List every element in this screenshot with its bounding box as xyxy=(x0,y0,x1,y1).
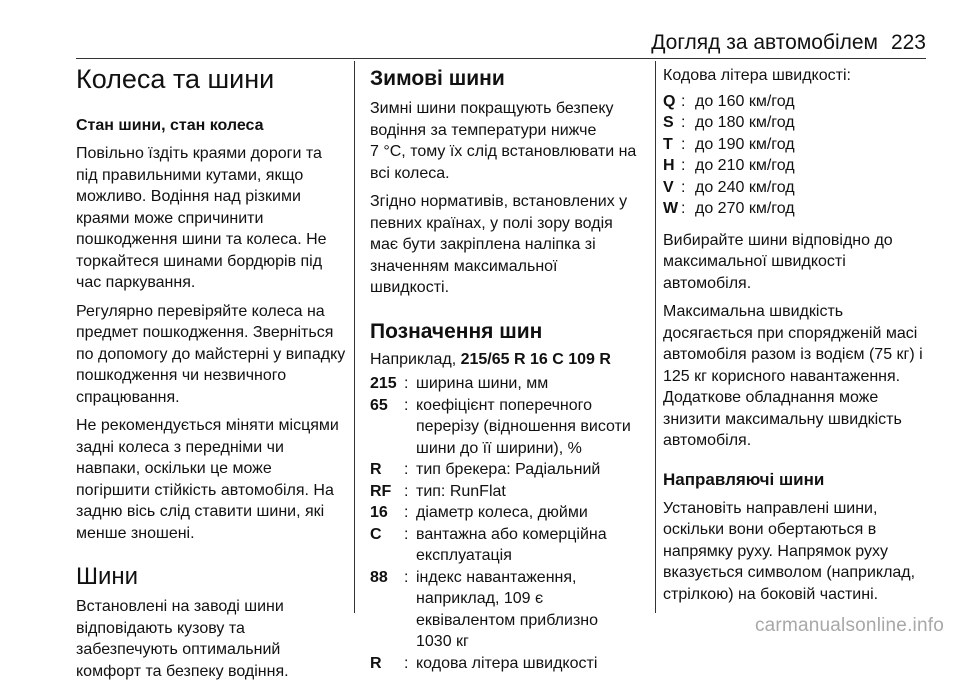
heading-winter-tires: Зимові шини xyxy=(370,67,505,90)
speed-row: W : до 270 км/год xyxy=(663,200,795,217)
column-1 xyxy=(76,62,348,682)
spec-row: 88 : індекс навантаження, наприклад, 109 є еквівалентом приблизно 1030 кг xyxy=(370,568,599,650)
spec-row: 215 : ширина шини, мм xyxy=(370,375,549,392)
column-3 xyxy=(663,62,931,605)
speed-row: S : до 180 км/год xyxy=(663,114,795,131)
paragraph-winter: Зимні шини покращують безпеку водіння за температури нижче 7 °C, тому їх слід встановлювати на всі колеса. xyxy=(370,100,637,182)
paragraph-choose-tires: Вибирайте шини відповідно до максимальної швидкості автомобіля. xyxy=(663,231,893,292)
speed-row: V : до 240 км/год xyxy=(663,178,795,196)
speed-row: Q : до 160 км/год xyxy=(663,92,795,110)
paragraph-inspect: Регулярно перевіряйте колеса на предмет пошкодження. Зверніться по допомогу до майстерні у випадку пошкодження чи незвичного спрацювання. xyxy=(76,302,346,406)
paragraph-speed-sticker: Згідно нормативів, встановлених у певних країнах, у полі зору водія має бути закріплена наліпка зі значенням максимальної швидкості. xyxy=(370,193,628,296)
watermark: carmanualsonline.info xyxy=(754,615,944,636)
spec-row: C : вантажна або комерційна експлуатація xyxy=(370,525,607,564)
heading-directional-tires: Направляючі шини xyxy=(663,469,825,489)
column-2 xyxy=(370,62,640,674)
spec-row: R : тип брекера: Радіальний xyxy=(370,461,601,478)
heading-tires: Шини xyxy=(76,563,139,590)
column-divider-2 xyxy=(655,61,656,613)
speed-row: T : до 190 км/год xyxy=(663,135,795,153)
section-title: Колеса та шини xyxy=(76,64,275,94)
paragraph-max-speed: Максимальна швидкість досягається при спорядженій масі автомобіля разом із водієм (75 кг) і 125 кг корисного навантаження. Додаткове обладнання може знизити максимальну швидкість автомобіля. xyxy=(663,303,923,449)
paragraph-factory-tires: Встановлені на заводі шини відповідають кузову та забезпечують оптимальний комфорт та безпеку водіння. xyxy=(76,598,289,680)
spec-row: R : кодова літера швидкості xyxy=(370,654,598,672)
page-number: 223 xyxy=(890,31,926,54)
paragraph-rotation: Не рекомендується міняти місцями задні колеса з передніми чи навпаки, оскільки це може погіршити стійкість автомобіля. На задню вісь слід ставити шини, які менше зношені. xyxy=(76,417,339,542)
spec-row: RF : тип: RunFlat xyxy=(370,482,506,500)
tire-spec-list xyxy=(370,373,640,674)
page-header xyxy=(0,0,960,60)
spec-row: 16 : діаметр колеса, дюйми xyxy=(370,504,588,521)
paragraph-directional: Установіть направлені шини, оскільки вони обертаються в напрямку руху. Напрямок руху вказується символом (наприклад, стрілкою) на боковій частині. xyxy=(663,499,916,603)
column-divider-1 xyxy=(354,61,355,613)
speed-code-list xyxy=(663,91,931,220)
header-rule xyxy=(76,58,926,59)
spec-row: 65 : коефіцієнт поперечного перерізу (відношення висоти шини до її ширини), % xyxy=(370,396,631,457)
example-line: Наприклад, 215/65 R 16 C 109 R xyxy=(370,350,611,368)
heading-tire-condition: Стан шини, стан колеса xyxy=(76,117,264,134)
example-code: 215/65 R 16 C 109 R xyxy=(460,350,611,368)
heading-tire-marking: Позначення шин xyxy=(370,319,543,343)
running-title: Догляд за автомобілем xyxy=(651,31,878,54)
speed-code-intro: Кодова літера швидкості: xyxy=(663,67,851,84)
speed-row: H : до 210 км/год xyxy=(663,157,795,174)
paragraph-curbs: Повільно їздіть краями дороги та під правильними кутами, якщо можливо. Водіння над різкими краями може спричинити пошкодження шини та колеса. Не торкайтеся шинами бордюрів під час паркування. xyxy=(76,145,327,291)
